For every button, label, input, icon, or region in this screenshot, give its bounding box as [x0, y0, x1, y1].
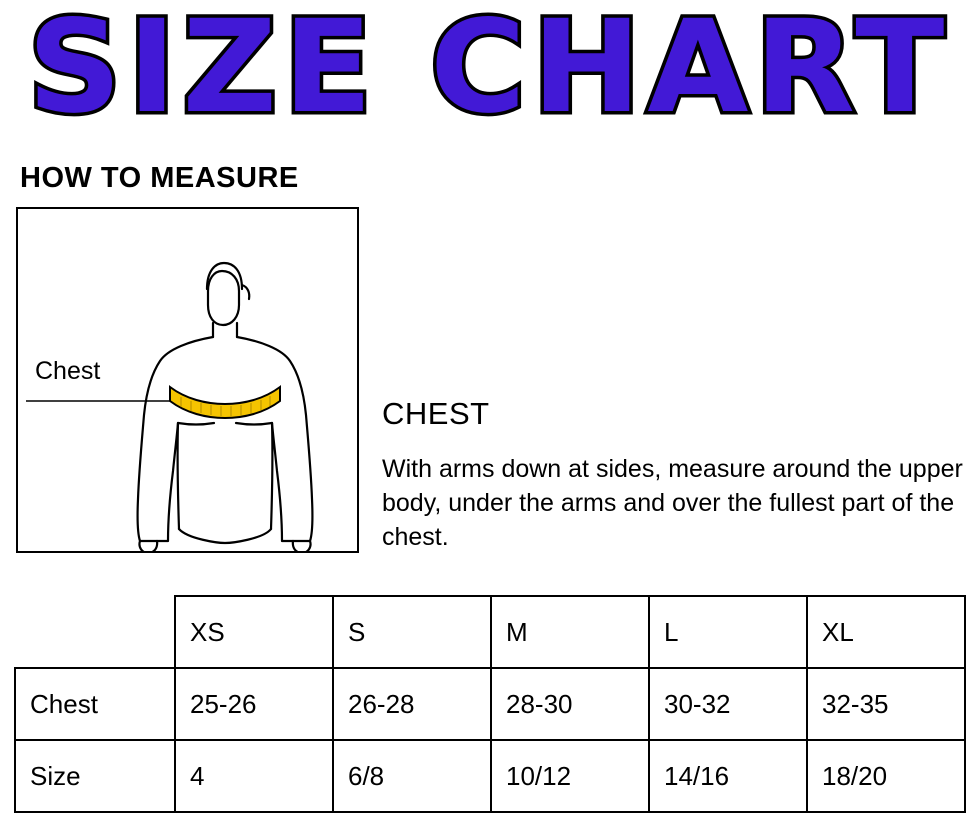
page-title: SIZE CHART — [27, 0, 951, 142]
page-title-banner — [0, 0, 978, 148]
cell-chest-xl: 32-35 — [807, 668, 965, 740]
table-row — [15, 740, 965, 812]
row-label-size: Size — [15, 740, 175, 812]
cell-size-s: 6/8 — [333, 740, 491, 812]
table-corner-cell — [15, 596, 175, 668]
cell-chest-l: 30-32 — [649, 668, 807, 740]
description-body: With arms down at sides, measure around the upper body, under the arms and over the fullest part of the chest. — [382, 455, 963, 551]
cell-chest-s: 26-28 — [333, 668, 491, 740]
table-header-row — [15, 596, 965, 668]
table-header-s: S — [333, 596, 491, 668]
table-header-l: L — [649, 596, 807, 668]
cell-size-m: 10/12 — [491, 740, 649, 812]
table-header-xl: XL — [807, 596, 965, 668]
cell-size-l: 14/16 — [649, 740, 807, 812]
chest-tape-icon — [170, 387, 280, 418]
size-chart-table — [14, 595, 966, 813]
row-label-chest: Chest — [15, 668, 175, 740]
cell-size-xl: 18/20 — [807, 740, 965, 812]
table-row — [15, 668, 965, 740]
how-to-measure-heading: HOW TO MEASURE — [20, 162, 299, 194]
cell-chest-xs: 25-26 — [175, 668, 333, 740]
cell-size-xs: 4 — [175, 740, 333, 812]
chest-callout-label: Chest — [32, 357, 103, 386]
table-header-m: M — [491, 596, 649, 668]
description-heading: CHEST — [382, 396, 490, 431]
table-header-xs: XS — [175, 596, 333, 668]
cell-chest-m: 28-30 — [491, 668, 649, 740]
